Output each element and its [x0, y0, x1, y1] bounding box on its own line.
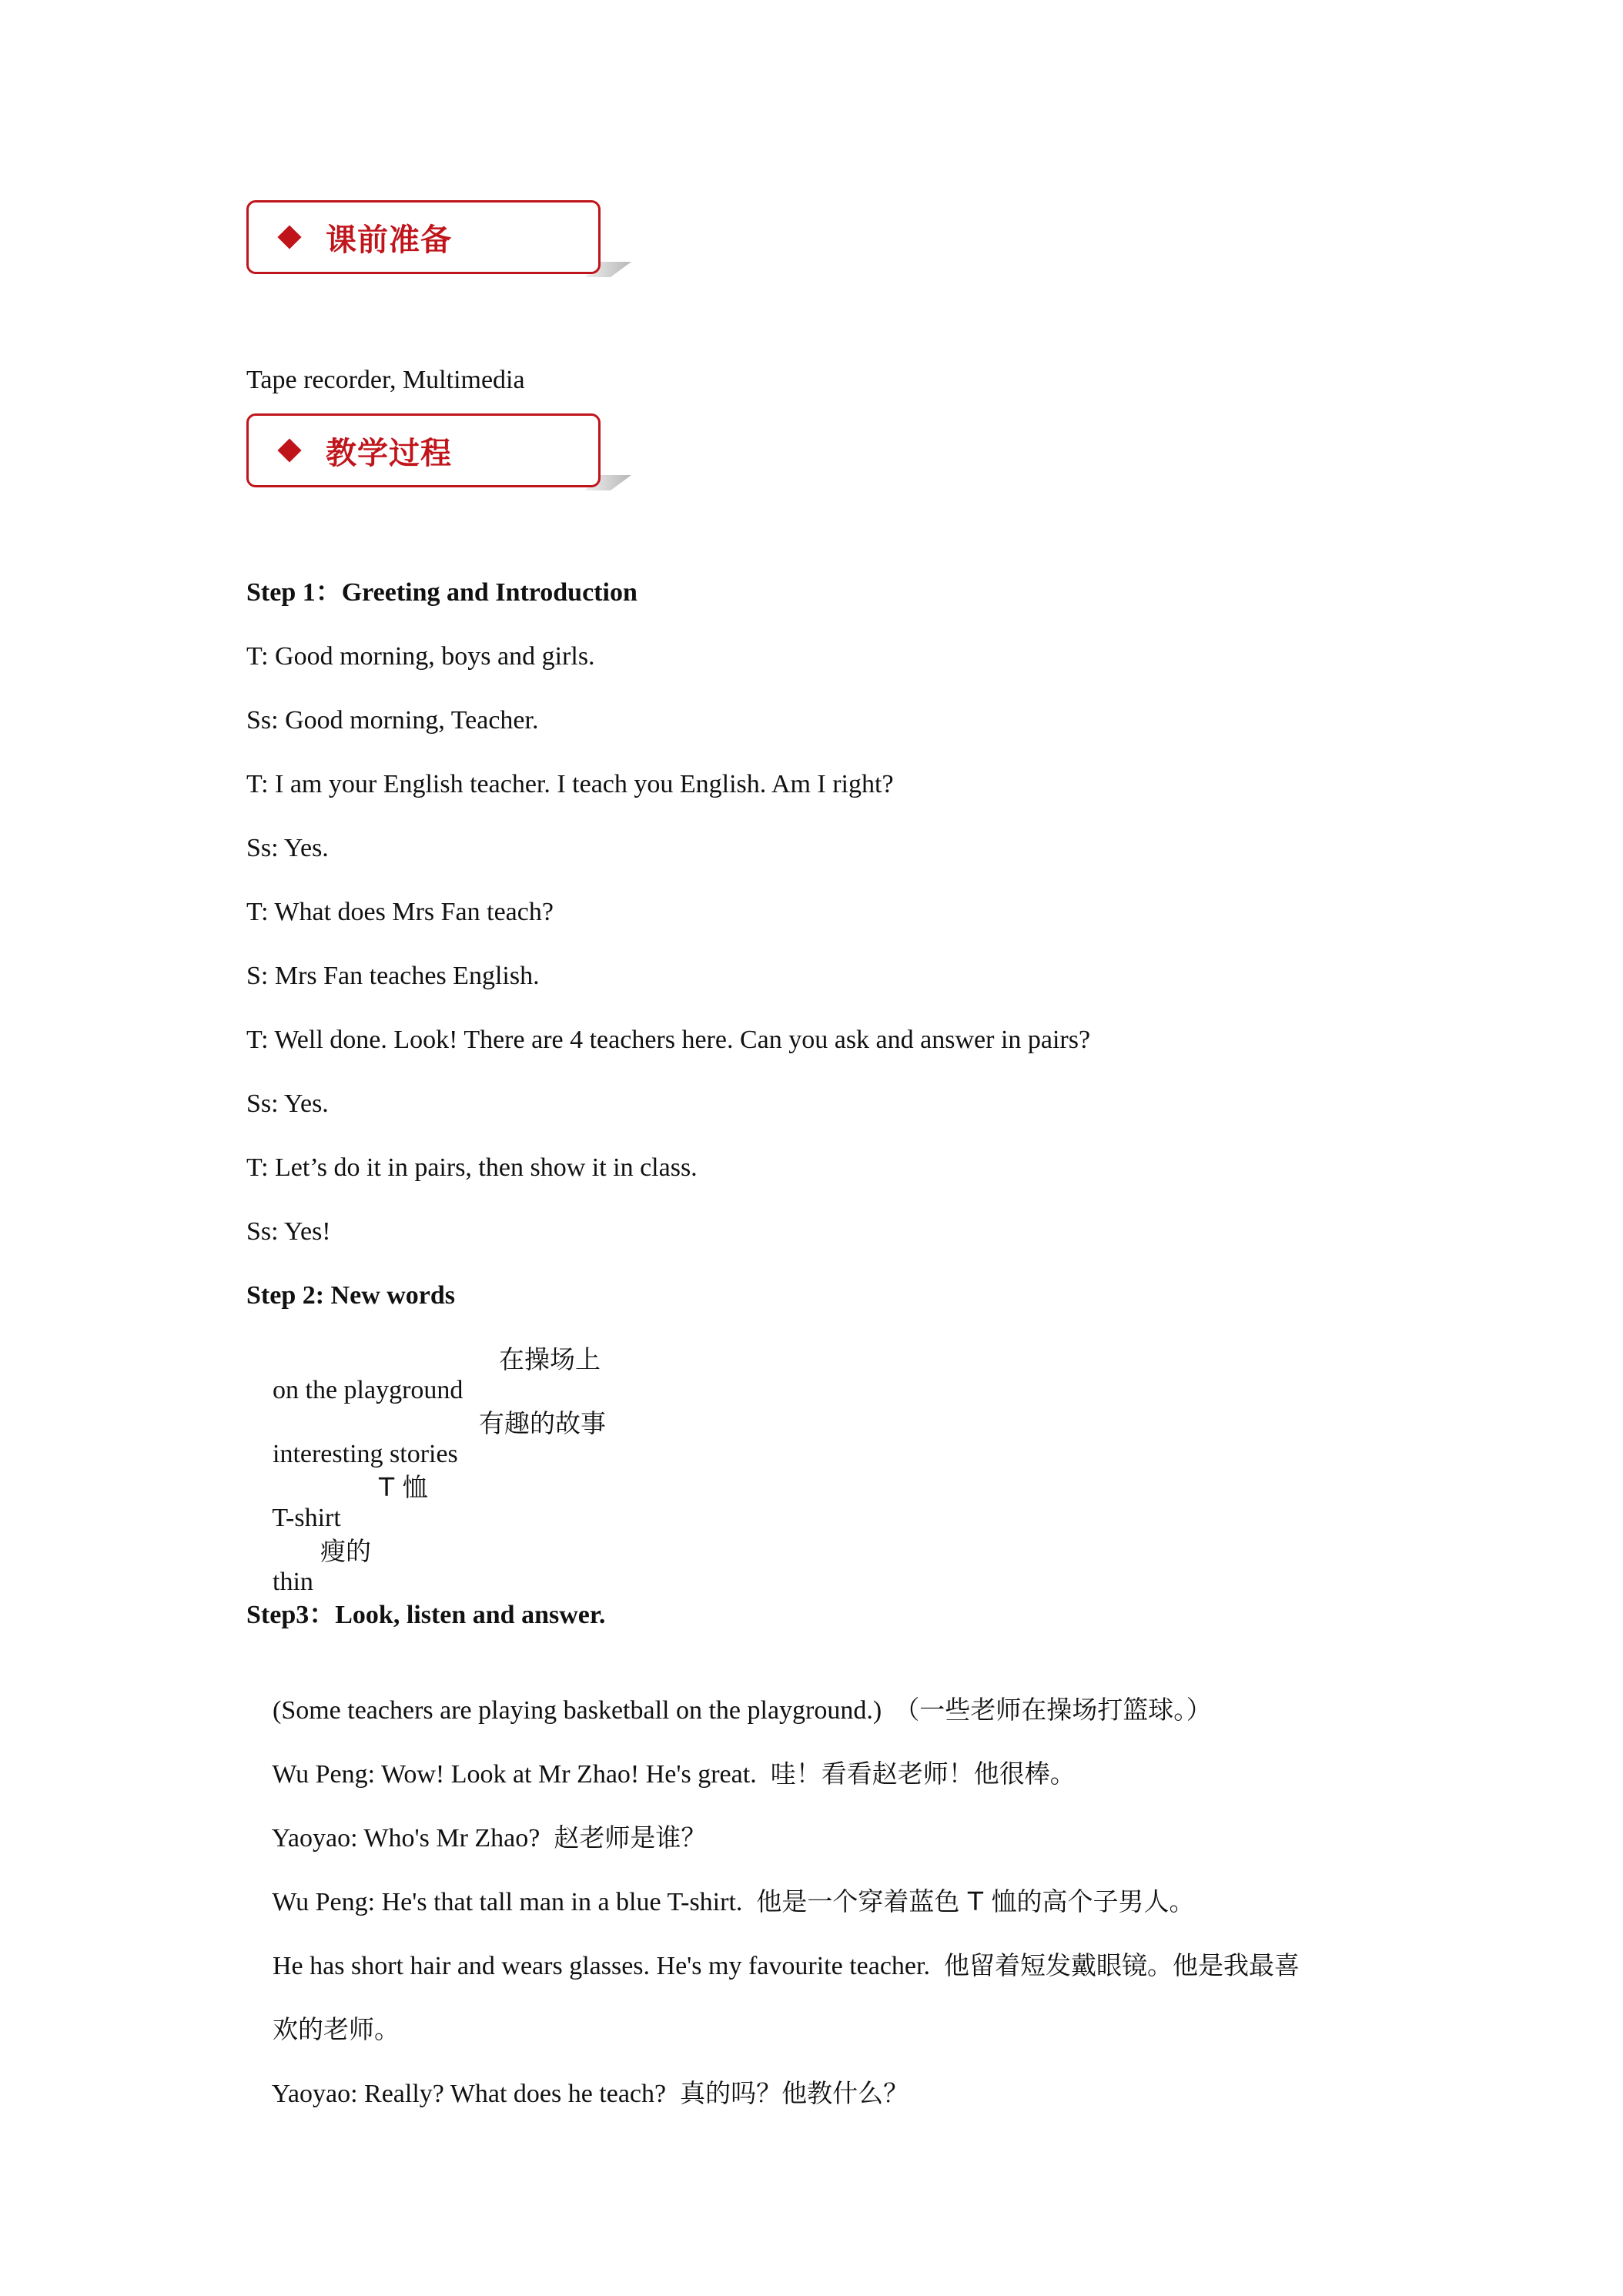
vocab-chinese: 在操场上 [499, 1344, 601, 1374]
vocab-chinese: 瘦的 [320, 1536, 371, 1566]
vocab-chinese: T 恤 [379, 1472, 428, 1502]
line-chinese: 真的吗？他教什么？ [680, 2078, 909, 2108]
line-english: He has short hair and wears glasses. He's my favourite teacher. [273, 1952, 930, 1980]
diamond-bullet-icon [277, 438, 301, 462]
dialogue-line: T: Well done. Look! There are 4 teachers here. Can you ask and answer in pairs? [246, 1026, 1091, 1054]
dialogue-line: Ss: Yes. [246, 1089, 329, 1118]
dialogue-line: T: I am your English teacher. I teach you English. Am I right? [246, 770, 894, 798]
materials-text: Tape recorder, Multimedia [246, 366, 525, 394]
dialogue-line: T: Good morning, boys and girls. [246, 642, 595, 671]
dialogue-line: Ss: Yes! [246, 1217, 331, 1246]
section-title: 教学过程 [326, 435, 452, 471]
vocab-chinese: 有趣的故事 [479, 1408, 606, 1438]
bilingual-line [246, 2047, 909, 2140]
line-chinese: （一些老师在操场打篮球。） [894, 1695, 1212, 1725]
line-chinese: 他留着短发戴眼镜。他是我最喜 [943, 1950, 1300, 1980]
line-english: Yaoyao: Who's Mr Zhao? [271, 1824, 540, 1853]
dialogue-line: S: Mrs Fan teaches English. [246, 962, 540, 990]
line-english: (Some teachers are playing basketball on the playground.) [273, 1696, 882, 1725]
line-chinese: 赵老师是谁？ [554, 1822, 707, 1853]
dialogue-line: Ss: Yes. [246, 834, 329, 862]
section-header-process [246, 413, 601, 487]
vocab-english: thin [273, 1568, 313, 1596]
section-header-prep [246, 200, 601, 274]
dialogue-line: T: Let’s do it in pairs, then show it in class. [246, 1153, 698, 1182]
line-english: Yaoyao: Really? What does he teach? [271, 2080, 667, 2108]
line-english: Wu Peng: He's that tall man in a blue T-shirt. [272, 1888, 743, 1916]
vocab-english: interesting stories [273, 1440, 458, 1468]
step1-heading: Step 1：Greeting and Introduction [246, 578, 637, 607]
step3-heading: Step3：Look, listen and answer. [246, 1601, 606, 1629]
vocab-english: T-shirt [272, 1504, 341, 1532]
line-chinese: 他是一个穿着蓝色 T 恤的高个子男人。 [756, 1886, 1195, 1916]
section-title: 课前准备 [326, 222, 452, 258]
section-header-box [246, 413, 601, 487]
dialogue-line: T: What does Mrs Fan teach? [246, 898, 554, 926]
bilingual-line [246, 1919, 1300, 2013]
line-chinese: 欢的老师。 [273, 2014, 400, 2044]
vocab-item [246, 1536, 371, 1659]
section-header-box [246, 200, 601, 274]
diamond-bullet-icon [277, 225, 301, 249]
vocab-english: on the playground [273, 1376, 463, 1404]
step2-heading: Step 2: New words [246, 1281, 456, 1310]
dialogue-line: Ss: Good morning, Teacher. [246, 706, 539, 735]
line-chinese: 哇！看看赵老师！他很棒。 [770, 1759, 1076, 1789]
line-english: Wu Peng: Wow! Look at Mr Zhao! He's great. [272, 1760, 757, 1789]
